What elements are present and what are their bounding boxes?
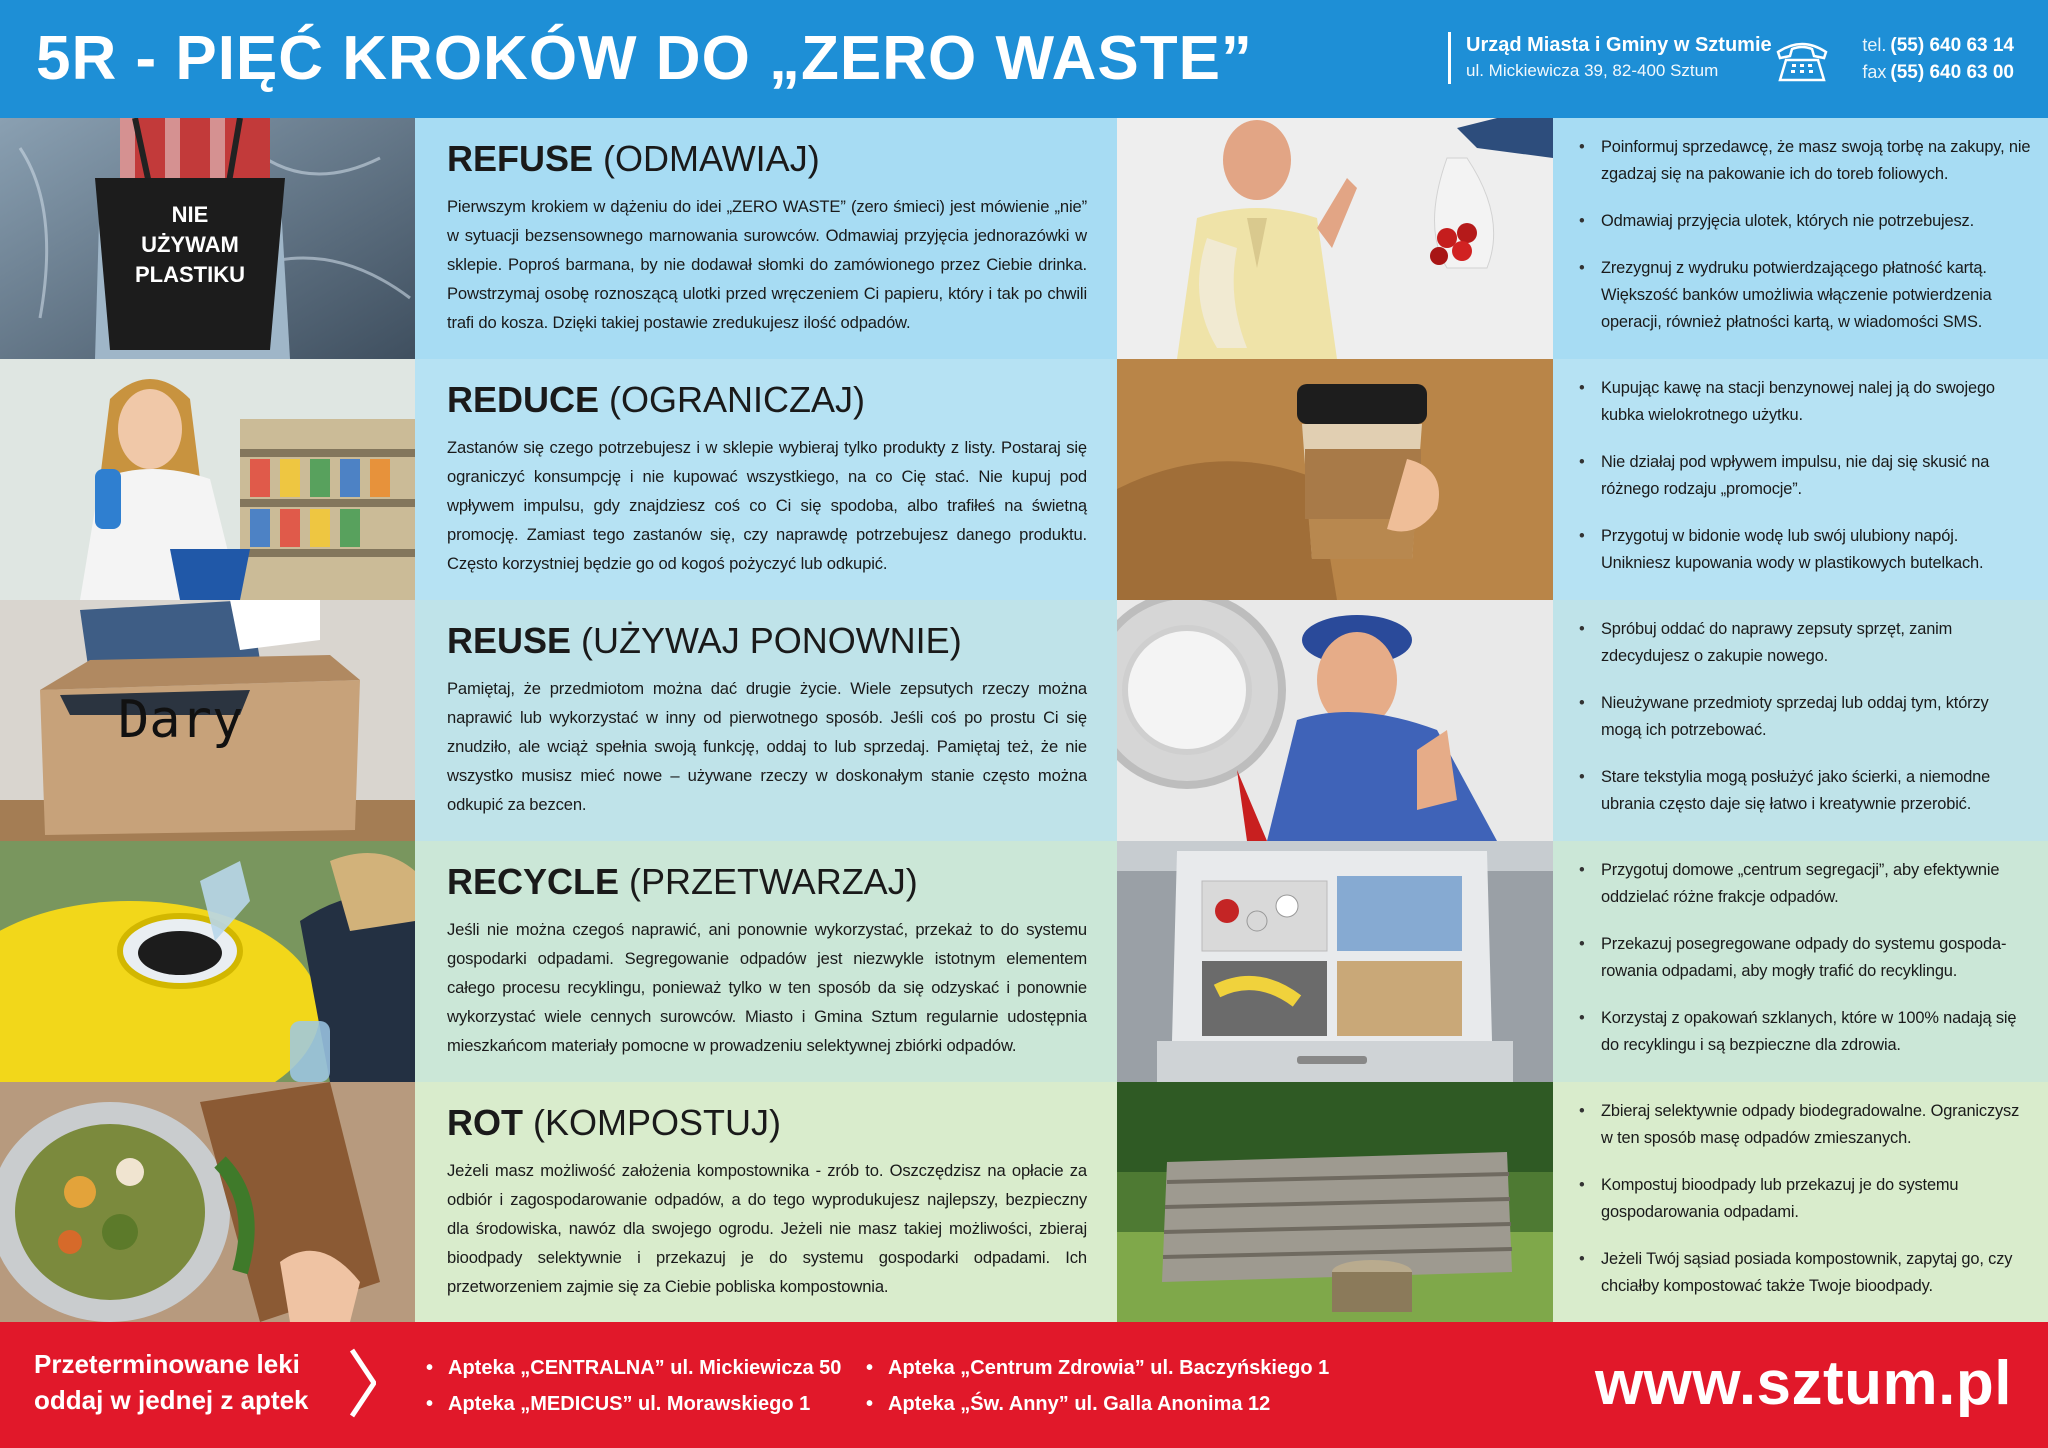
- tip-item: • Stare tekstylia mogą posłużyć jako ścierki, a niemodne ubrania często daje się łatwo i kreatywnie przerobić.: [1579, 764, 2032, 818]
- step-heading-en: ROT: [447, 1102, 523, 1143]
- photo-food-scraps: [0, 1082, 415, 1322]
- tip-item: • Przekazuj posegregowane odpady do systemu gospoda-rowania odpadami, aby mogły trafić do recyklingu.: [1579, 931, 2032, 985]
- photo-recycling-bin: [0, 841, 415, 1082]
- step-tips: [1553, 841, 2048, 1082]
- step-tips: [1553, 1082, 2048, 1322]
- tip-item: • Poinformuj sprzedawcę, że masz swoją torbę na zakupy, nie zgadzaj się na pakowanie ich do toreb foliowych.: [1579, 134, 2032, 188]
- fax-label: fax: [1862, 62, 1887, 82]
- website-link[interactable]: www.sztum.pl: [1594, 1349, 2012, 1418]
- tip-item: • Zrezygnuj z wydruku potwierdzającego płatność kartą. Większość banków umożliwia włączenie potwierdzenia operacji, również płatności kartą, w wiadomości SMS.: [1579, 255, 2032, 336]
- step-description: Jeśli nie można czegoś naprawić, ani ponownie wykorzystać, przekaż to do systemu gospodarki odpadami. Segregowanie odpadów jest niezwykle istotnym elementem całego procesu recyklingu, ponieważ tylko w ten sposób da się odzyskać i ponownie wykorzystać wiele cennych surowców. Miasto i Gmina Sztum regularnie udostępnia mieszkańcom materiały pomocne w prowadzeniu selektywnej zbiórki odpadów.: [447, 920, 1087, 1055]
- step-heading-en: REFUSE: [447, 138, 594, 179]
- photo-man-refusing-bag: [1117, 118, 1553, 359]
- tel-label: tel.: [1862, 35, 1887, 55]
- step-heading-pl: (OGRANICZAJ): [609, 379, 866, 420]
- medicine-note-line: oddaj w jednej z aptek: [34, 1385, 309, 1415]
- pharmacy-list-right: [866, 1350, 1329, 1422]
- step-rot-text: [415, 1082, 1117, 1322]
- tip-item: • Nieużywane przedmioty sprzedaj lub oddaj tym, którzy mogą ich potrzebować.: [1579, 690, 2032, 744]
- step-recycle: [0, 841, 2048, 1082]
- office-address: ul. Mickiewicza 39, 82-400 Sztum: [1466, 61, 1719, 80]
- step-rot: [0, 1082, 2048, 1322]
- step-heading-pl: (KOMPOSTUJ): [533, 1102, 782, 1143]
- step-heading-en: RECYCLE: [447, 861, 620, 902]
- step-description: Zastanów się czego potrzebujesz i w sklepie wybieraj tylko produkty z listy. Postaraj się ograniczyć konsumpcję i nie kupować wszystkiego, na co Cię stać. Nie kupuj pod wpływem impulsu, gdy znajdziesz coś co Ci się spodoba, albo trafiłeś na świetną promocję. Zamiast tego zastanów się, czy naprawdę potrzebujesz danego produktu. Często korzystniej będzie go od kogoś pożyczyć lub odkupić.: [447, 438, 1087, 573]
- step-refuse-text: [415, 118, 1117, 359]
- pharmacy-item: • Apteka „CENTRALNA” ul. Mickiewicza 50: [426, 1350, 841, 1386]
- step-recycle-text: [415, 841, 1117, 1082]
- bag-slogan: [120, 200, 260, 290]
- step-tips: [1553, 118, 2048, 359]
- step-heading-pl: (ODMAWIAJ): [603, 138, 820, 179]
- steps-list: [0, 118, 2048, 1322]
- tel-number[interactable]: (55) 640 63 14: [1890, 35, 2014, 56]
- step-tips: [1553, 359, 2048, 600]
- tip-item: • Przygotuj domowe „centrum segregacji”, aby efektywnie oddzielać różne frakcje odpadów.: [1579, 857, 2032, 911]
- medicine-note-line: Przeterminowane leki: [34, 1349, 300, 1379]
- step-heading-pl: (UŻYWAJ PONOWNIE): [581, 620, 962, 661]
- pharmacy-list-left: [426, 1350, 841, 1422]
- telephone-icon: [1772, 34, 1832, 84]
- step-reduce: [0, 359, 2048, 600]
- fax-number: (55) 640 63 00: [1890, 62, 2014, 83]
- bag-slogan-line: UŻYWAM: [141, 232, 239, 257]
- tip-item: • Nie działaj pod wpływem impulsu, nie daj się skusić na różnego rodzaju „promocje”.: [1579, 449, 2032, 503]
- fax-line: [1862, 59, 2014, 86]
- step-heading: [447, 1098, 1087, 1148]
- step-refuse: [0, 118, 2048, 359]
- office-name: Urząd Miasta i Gminy w Sztumie: [1466, 34, 1772, 56]
- page-title: 5R - PIĘĆ KROKÓW DO „ZERO WASTE”: [36, 24, 1253, 93]
- photo-repairman: [1117, 600, 1553, 841]
- step-reduce-text: [415, 359, 1117, 600]
- box-label: Dary: [118, 690, 244, 750]
- office-info: [1466, 32, 1772, 84]
- step-heading-pl: (PRZETWARZAJ): [629, 861, 918, 902]
- tip-item: • Jeżeli Twój sąsiad posiada kompostownik, zapytaj go, czy chciałby kompostować także Twoje bioodpady.: [1579, 1246, 2032, 1300]
- tip-item: • Odmawiaj przyjęcia ulotek, których nie potrzebujesz.: [1579, 208, 2032, 235]
- tip-item: • Zbieraj selektywnie odpady biodegradowalne. Ograniczysz w ten sposób masę odpadów zmieszanych.: [1579, 1098, 2032, 1152]
- pharmacy-item: • Apteka „Centrum Zdrowia” ul. Baczyńskiego 1: [866, 1350, 1329, 1386]
- step-heading-en: REDUCE: [447, 379, 600, 420]
- bag-slogan-line: NIE: [171, 202, 209, 227]
- photo-reusable-cup: [1117, 359, 1553, 600]
- footer-bar: [0, 1322, 2048, 1448]
- step-heading: [447, 616, 1087, 666]
- header-divider: [1448, 32, 1451, 84]
- step-heading-en: REUSE: [447, 620, 572, 661]
- tip-item: • Spróbuj oddać do naprawy zepsuty sprzęt, zanim zdecydujesz o zakupie nowego.: [1579, 616, 2032, 670]
- tip-item: • Przygotuj w bidonie wodę lub swój ulubiony napój. Unikniesz kupowania wody w plastikowych butelkach.: [1579, 523, 2032, 577]
- medicine-disposal-note: [34, 1346, 309, 1418]
- tip-item: • Korzystaj z opakowań szklanych, które w 100% nadają się do recyklingu i są bezpieczne dla zdrowia.: [1579, 1005, 2032, 1059]
- photo-compost-bin: [1117, 1082, 1553, 1322]
- step-reuse: [0, 600, 2048, 841]
- tel-line: [1862, 32, 2014, 59]
- tip-item: • Kupując kawę na stacji benzynowej nalej ją do swojego kubka wielokrotnego użytku.: [1579, 375, 2032, 429]
- chevron-right-icon: [350, 1348, 376, 1418]
- bag-slogan-line: PLASTIKU: [135, 262, 245, 287]
- contact-numbers: [1862, 32, 2014, 86]
- step-reuse-text: [415, 600, 1117, 841]
- photo-sorting-drawer: [1117, 841, 1553, 1082]
- pharmacy-item: • Apteka „MEDICUS” ul. Morawskiego 1: [426, 1386, 841, 1422]
- step-heading: [447, 134, 1087, 184]
- photo-woman-shopping: [0, 359, 415, 600]
- step-heading: [447, 857, 1087, 907]
- step-description: Pamiętaj, że przedmiotom można dać drugie życie. Wiele zepsutych rzeczy można naprawić lub wykorzystać w inny od pierwotnego sposób. Jeśli coś po prostu Ci się znudziło, ale wciąż spełnia swoją funkcję, oddaj to lub sprzedaj. Pamiętaj też, że nie wszystko musisz mieć nowe – używane rzeczy w doskonałym stanie często można odkupić za bezcen.: [447, 679, 1087, 814]
- step-description: Jeżeli masz możliwość założenia kompostownika - zrób to. Oszczędzisz na opłacie za odbiór i zagospodarowanie odpadów, a do tego wyprodukujesz najlepszy, bezpieczny dla środowiska, nawóz dla swojego ogrodu. Jeżeli nie masz takiej możliwości, zbieraj bioodpady selektywnie i przekazuj je do systemu gospodarki odpadami. Ich przetworzeniem zajmie się za Ciebie pobliska kompostownia.: [447, 1161, 1087, 1296]
- step-description: Pierwszym krokiem w dążeniu do idei „ZERO WASTE” (zero śmieci) jest mówienie „nie” w sytuacji bezsensownego marnowania surowców. Odmawiaj przyjęcia jednorazówki w sklepie. Poproś barmana, by nie dodawał słomki do zamówionego przez Ciebie drinka. Powstrzymaj osobę roznoszącą ulotki przed wręczeniem Ci papieru, który i tak po chwili trafi do kosza. Dzięki takiej postawie zredukujesz ilość odpadów.: [447, 197, 1087, 332]
- step-tips: [1553, 600, 2048, 841]
- pharmacy-item: • Apteka „Św. Anny” ul. Galla Anonima 12: [866, 1386, 1329, 1422]
- header-bar: [0, 0, 2048, 118]
- step-heading: [447, 375, 1087, 425]
- tip-item: • Kompostuj bioodpady lub przekazuj je do systemu gospodarowania odpadami.: [1579, 1172, 2032, 1226]
